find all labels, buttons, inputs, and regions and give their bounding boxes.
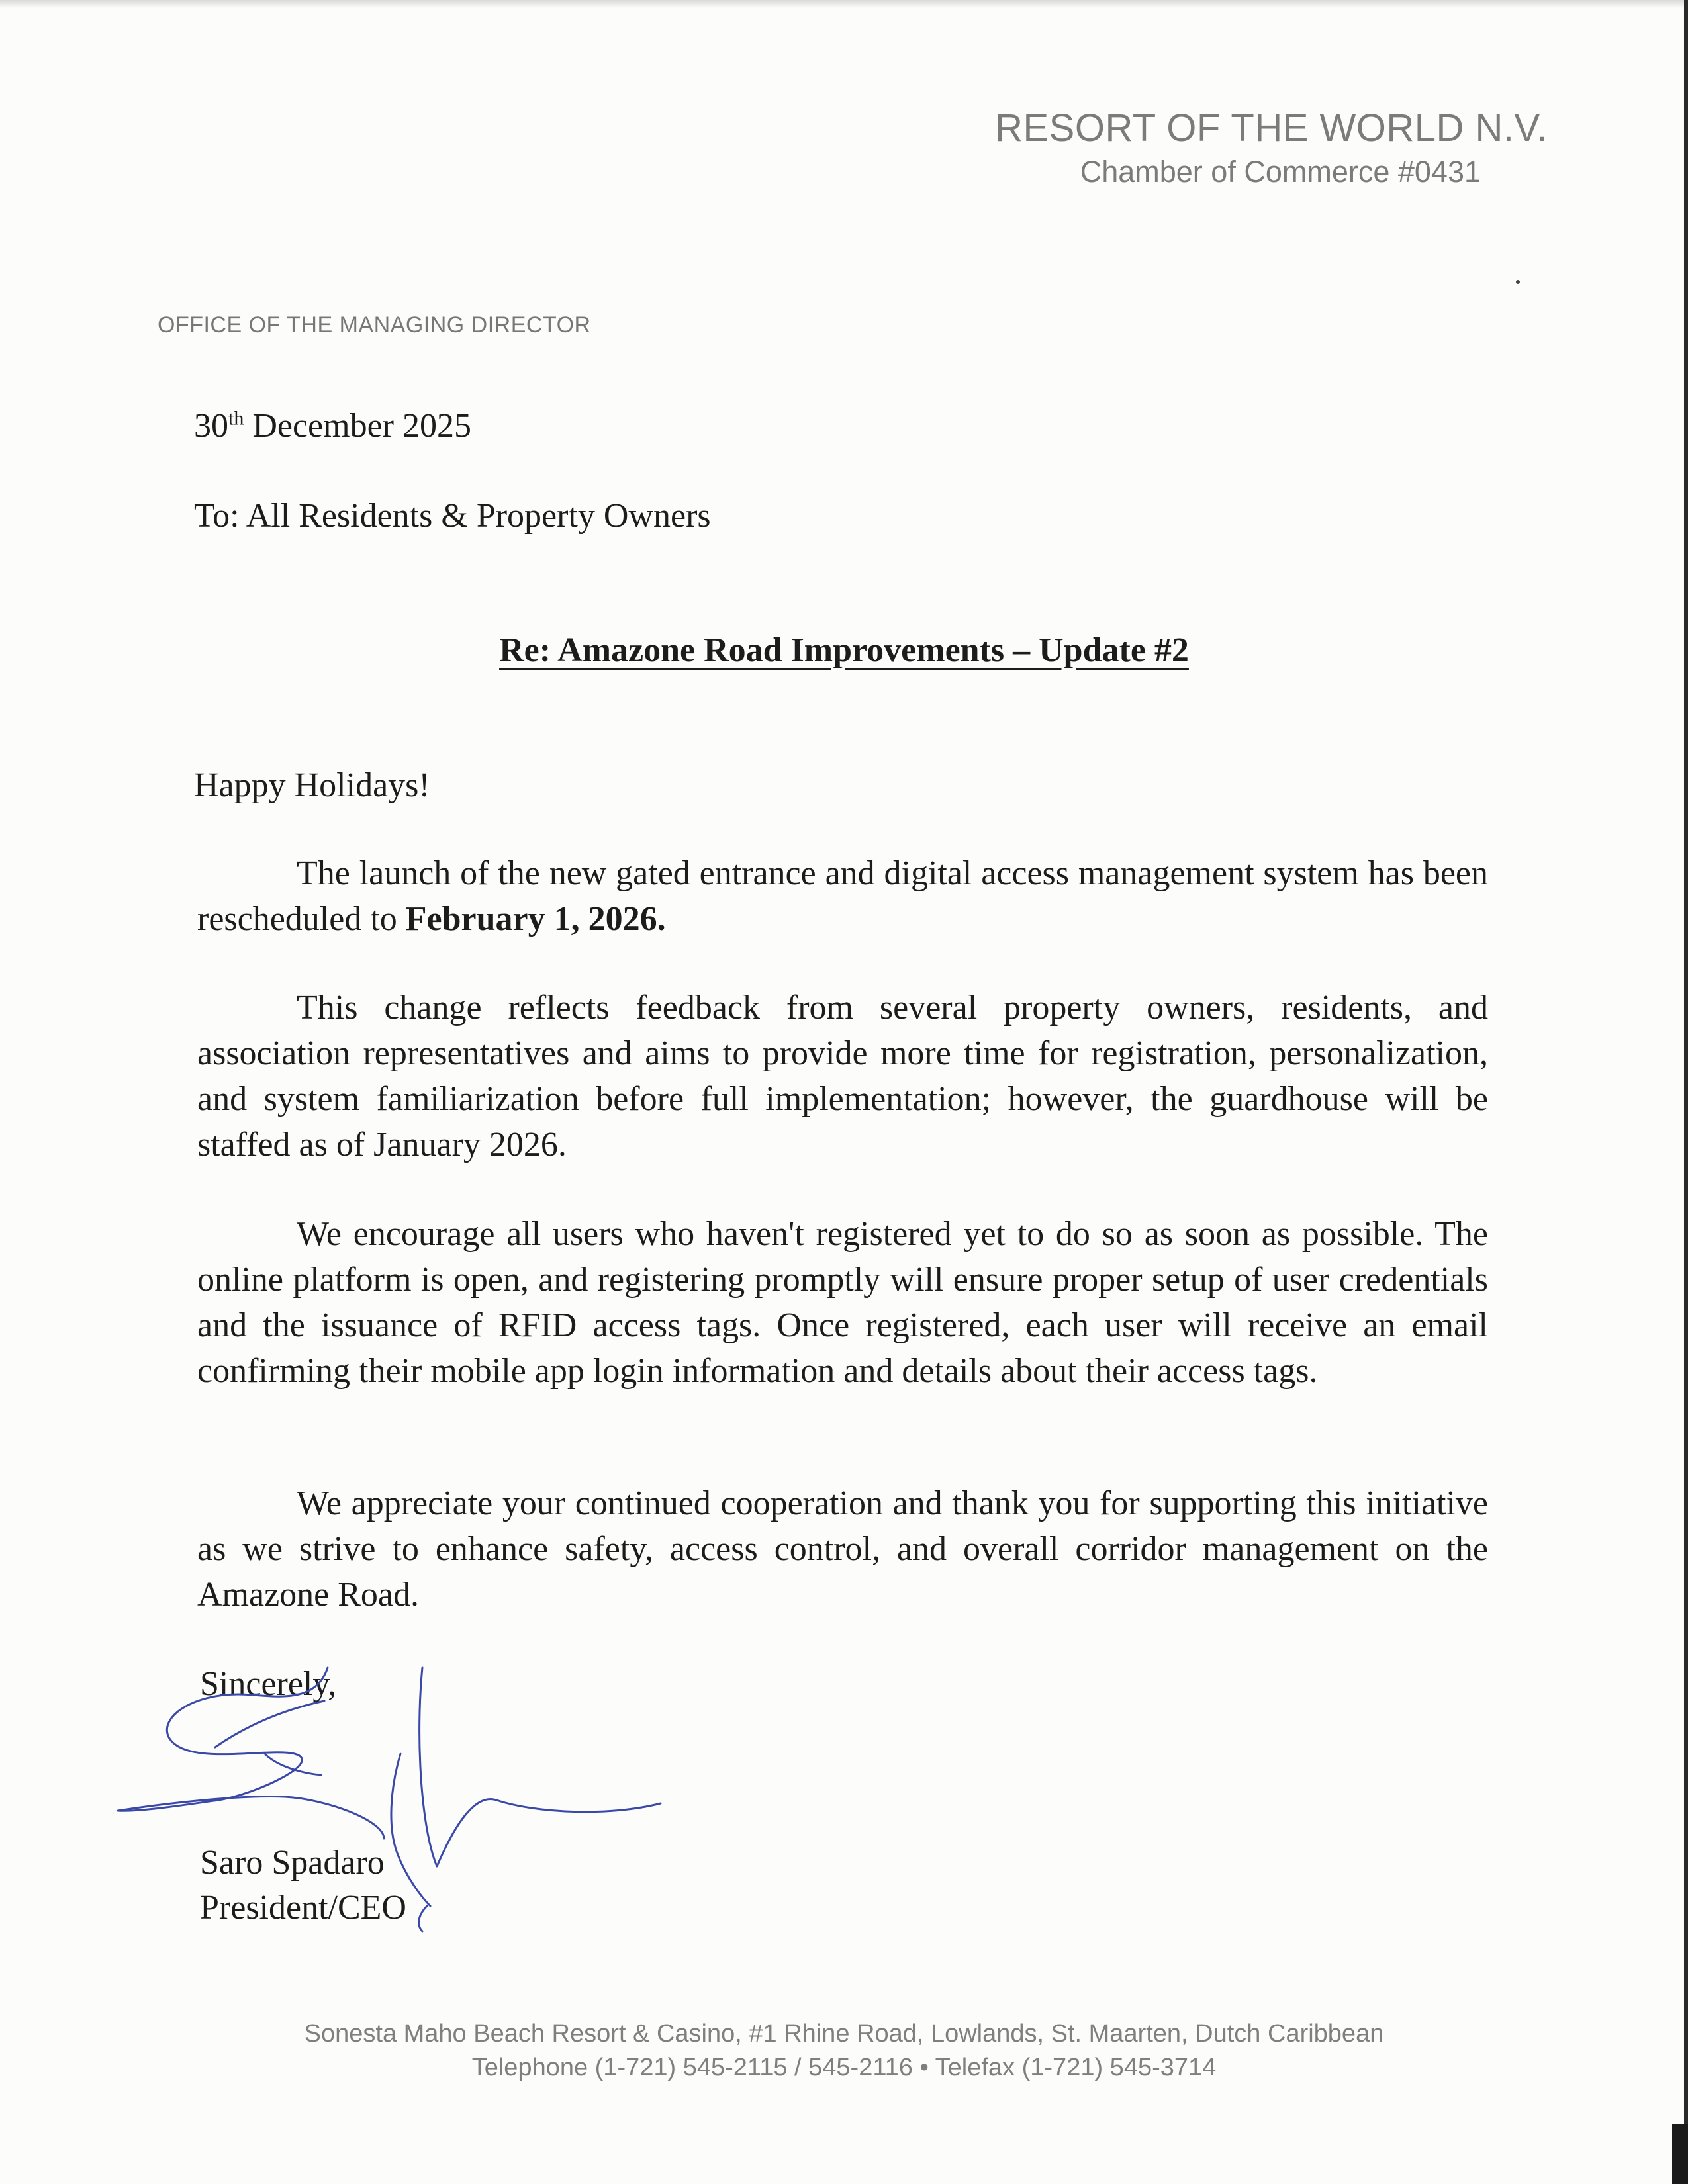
- company-name: RESORT OF THE WORLD N.V.: [995, 107, 1548, 150]
- paragraph-registration: [197, 1211, 1488, 1394]
- signer-title: President/CEO: [200, 1889, 406, 1927]
- company-registration: Chamber of Commerce #0431: [1080, 155, 1481, 189]
- paragraph-launch-text: The launch of the new gated entrance and digital access management system has been rescheduled to: [197, 854, 1488, 938]
- scan-right-edge: [1684, 0, 1688, 2184]
- paragraph-feedback: [197, 985, 1488, 1167]
- footer-phone: Telephone (1-721) 545-2115 / 545-2116 • Telefax (1-721) 545-3714: [471, 2054, 1217, 2081]
- paragraph-appreciation: [197, 1480, 1488, 1617]
- closing: Sincerely,: [200, 1665, 336, 1703]
- greeting: Happy Holidays!: [194, 766, 430, 804]
- launch-date: February 1, 2026.: [405, 900, 666, 938]
- paragraph-appreciation-text: We appreciate your continued cooperation and thank you for supporting this initiative as we strive to enhance safety, access control, and overall corridor management on the Amazone Road.: [197, 1484, 1488, 1614]
- letter-date: [194, 406, 471, 445]
- date-suffix: th: [228, 407, 244, 430]
- date-day: 30: [194, 407, 228, 445]
- paragraph-registration-text: We encourage all users who haven't registered yet to do so as soon as possible. The online platform is open, and registering promptly will ensure proper setup of user credentials and the issuance of RFID access tags. Once registered, each user will receive an email confirming their mobile app login information and details about their access tags.: [197, 1215, 1488, 1390]
- scan-corner-shadow: [1672, 2124, 1688, 2184]
- footer-address: Sonesta Maho Beach Resort & Casino, #1 Rhine Road, Lowlands, St. Maarten, Dutch Caribbean: [304, 2020, 1384, 2048]
- paragraph-launch: [197, 850, 1488, 942]
- signer-name: Saro Spadaro: [200, 1844, 385, 1882]
- date-month-year: December 2025: [244, 407, 471, 445]
- recipient-line: To: All Residents & Property Owners: [194, 497, 711, 535]
- signature-icon: [106, 1655, 675, 1933]
- scan-speck: [1516, 280, 1520, 284]
- scan-top-edge: [0, 0, 1688, 8]
- subject-line: Re: Amazone Road Improvements – Update #2: [499, 631, 1189, 669]
- office-heading: OFFICE OF THE MANAGING DIRECTOR: [158, 312, 591, 338]
- paragraph-feedback-text: This change reflects feedback from several property owners, residents, and association representatives and aims to provide more time for registration, personalization, and system familiarization before full implementation; however, the guardhouse will be staffed as of January 2026.: [197, 989, 1488, 1163]
